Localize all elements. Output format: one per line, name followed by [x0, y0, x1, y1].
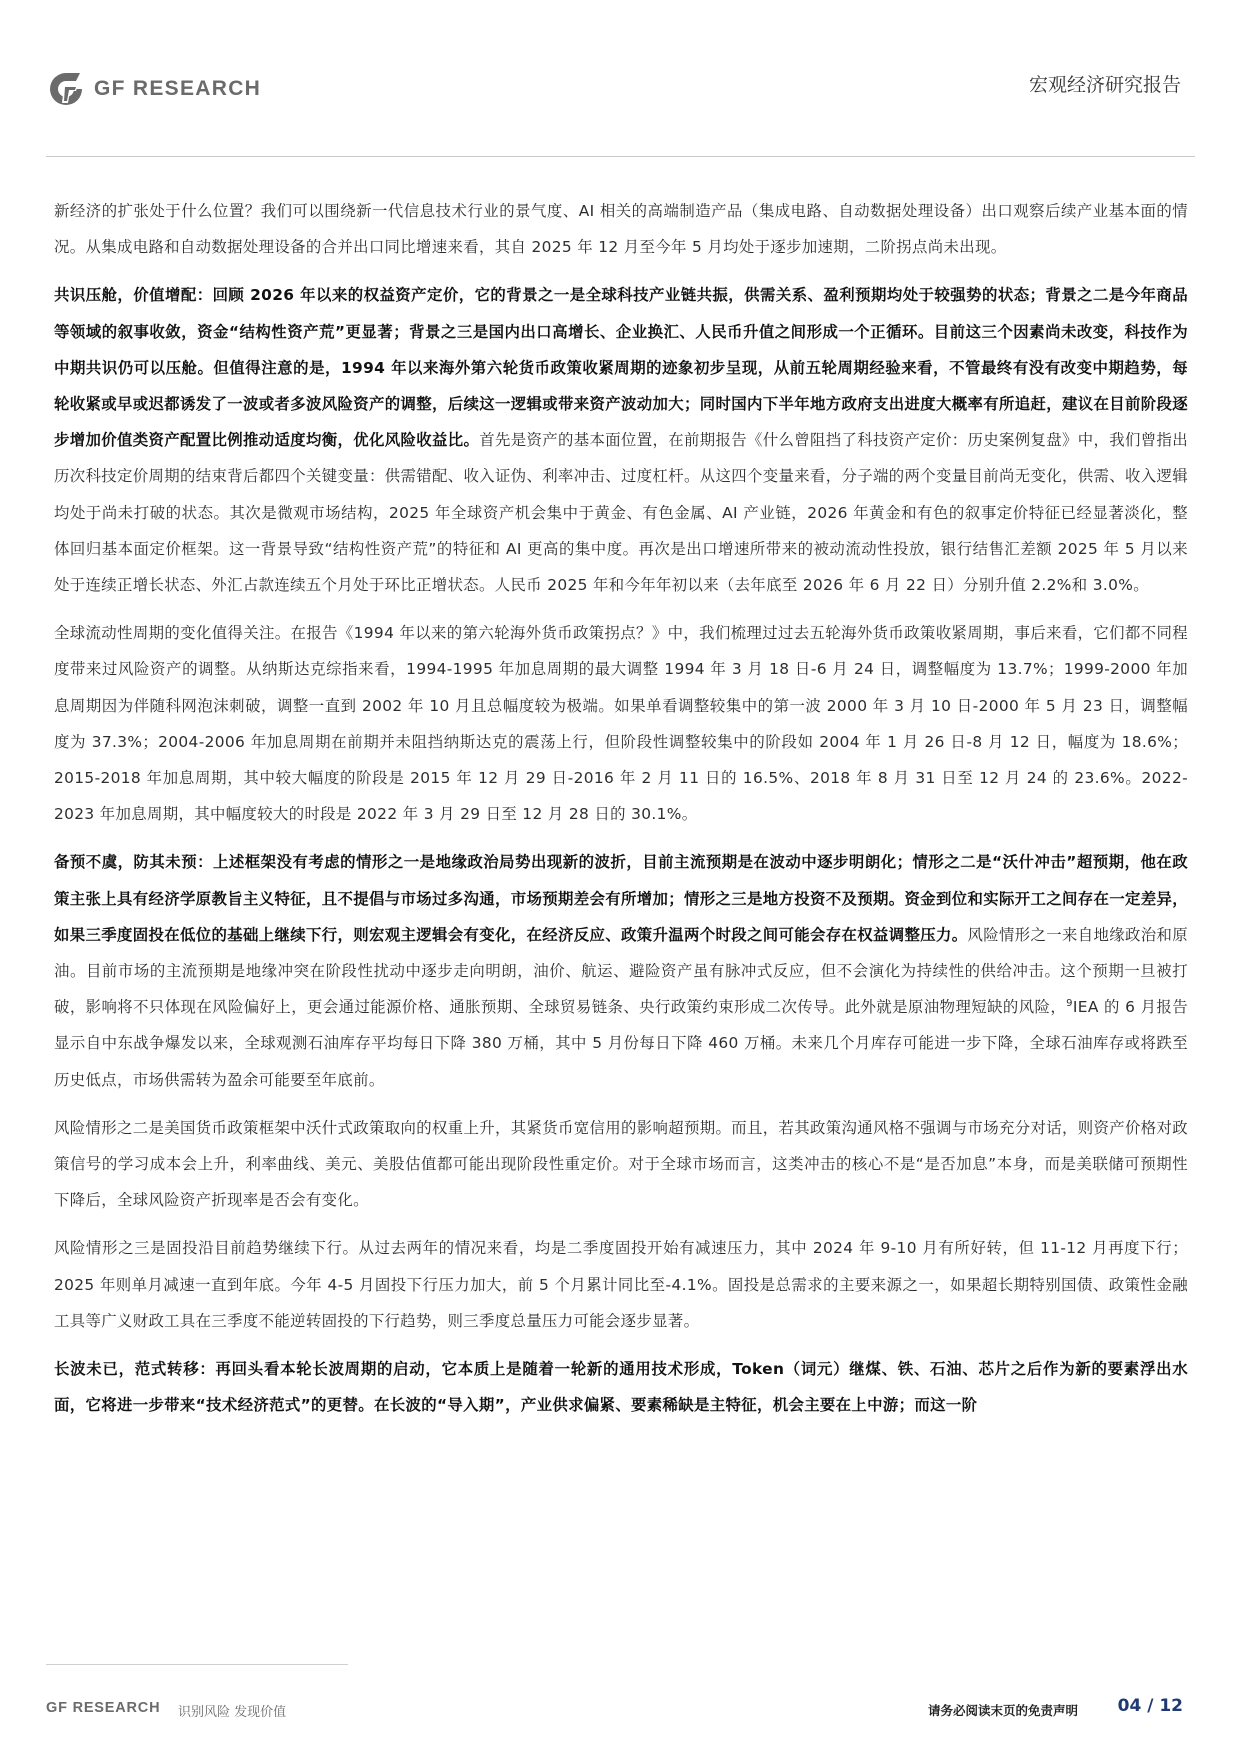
footnote-divider [46, 1664, 348, 1665]
paragraph-text: 风险情形之三是固投沿目前趋势继续下行。从过去两年的情况来看，均是二季度固投开始有减速压力，其中 2024 年 9-10 月有所好转，但 11-12 月再度下行；2025 年则单月减速一直到年底。今年 4-5 月固投下行压力加大，前 5 个月累计同比至-4.1%。固投是总需求的主要来源之一，如果超长期特别国债、政策性金融工具等广义财政工具在三季度不能逆转固投的下行趋势，则三季度总量压力可能会逐步显著。 [54, 1239, 1188, 1330]
paragraph [54, 615, 1188, 832]
footnote-marker[interactable]: 9 [1066, 998, 1073, 1010]
paragraph-lead: 长波未已，范式转移：再回头看本轮长波周期的启动，它本质上是随着一轮新的通用技术形成，Token（词元）继煤、铁、石油、芯片之后作为新的要素浮出水面，它将进一步带来“技术经济范式”的更替。在长波的“导入期”，产业供求偏紧、要素稀缺是主特征，机会主要在上中游；而这一阶 [54, 1360, 1188, 1415]
paragraph-text-continued: IEA 的 6 月报告显示自中东战争爆发以来，全球观测石油库存平均每日下降 380 万桶，其中 5 月份每日下降 460 万桶。未来几个月库存可能进一步下降，全球石油库存或将跌至历史低点，市场供需转为盈余可能要至年底前。 [54, 998, 1188, 1089]
brand-logo [46, 66, 276, 112]
gf-logo-icon [46, 69, 86, 109]
paragraph-text: 风险情形之一来自地缘政治和原油。目前市场的主流预期是地缘冲突在阶段性扰动中逐步走向明朗，油价、航运、避险资产虽有脉冲式反应，但不会演化为持续性的供给冲击。这个预期一旦被打破，影响将不只体现在风险偏好上，更会通过能源价格、通胀预期、全球贸易链条、央行政策约束形成二次传导。此外就是原油物理短缺的风险， [54, 925, 1188, 1017]
paragraph-lead: 共识压舱，价值增配：回顾 2026 年以来的权益资产定价，它的背景之一是全球科技产业链共振，供需关系、盈利预期均处于较强势的状态；背景之二是今年商品等领域的叙事收敛，资金“结构性资产荒”更显著；背景之三是国内出口高增长、企业换汇、人民币升值之间形成一个正循环。目前这三个因素尚未改变，科技作为中期共识仍可以压舱。但值得注意的是，1994 年以来海外第六轮货币政策收紧周期的迹象初步呈现，从前五轮周期经验来看，不管最终有没有改变中期趋势，每轮收紧或早或迟都诱发了一波或者多波风险资产的调整，后续这一逻辑或带来资产波动加大；同时国内下半年地方政府支出进度大概率有所追赶，建议在目前阶段逐步增加价值类资产配置比例推动适度均衡，优化风险收益比。 [54, 286, 1188, 450]
page-number: 04 / 12 [1117, 1696, 1183, 1716]
paragraph [54, 844, 1188, 1097]
paragraph-lead: 备预不虞，防其未预：上述框架没有考虑的情形之一是地缘政治局势出现新的波折，目前主流预期是在波动中逐步明朗化；情形之二是“沃什冲击”超预期，他在政策主张上具有经济学原教旨主义特征，且不提倡与市场过多沟通，市场预期差会有所增加；情形之三是地方投资不及预期。资金到位和实际开工之间存在一定差异，如果三季度固投在低位的基础上继续下行，则宏观主逻辑会有变化，在经济反应、政策升温两个时段之间可能会存在权益调整压力。 [54, 853, 1188, 944]
page-footer [0, 1690, 1241, 1730]
report-body [54, 193, 1188, 1436]
disclaimer-note: 请务必阅读末页的免责声明 [928, 1703, 1079, 1718]
page-header [0, 0, 1241, 158]
paragraph-text: 首先是资产的基本面位置，在前期报告《什么曾阻挡了科技资产定价：历史案例复盘》中，我们曾指出历次科技定价周期的结束背后都四个关键变量：供需错配、收入证伪、利率冲击、过度杠杆。从这四个变量来看，分子端的两个变量目前尚无变化，供需、收入逻辑均处于尚未打破的状态。其次是微观市场结构，2025 年全球资产机会集中于黄金、有色金属、AI 产业链，2026 年黄金和有色的叙事定价特征已经显著淡化，整体回归基本面定价框架。这一背景导致“结构性资产荒”的特征和 AI 更高的集中度。再次是出口增速所带来的被动流动性投放，银行结售汇差额 2025 年 5 月以来处于连续正增长状态、外汇占款连续五个月处于环比正增状态。人民币 2025 年和今年年初以来（去年底至 2026 年 6 月 22 日）分别升值 2.2%和 3.0%。 [54, 431, 1188, 595]
paragraph [54, 1230, 1188, 1339]
paragraph [54, 1351, 1188, 1423]
paragraph-text: 风险情形之二是美国货币政策框架中沃什式政策取向的权重上升，其紧货币宽信用的影响超预期。而且，若其政策沟通风格不强调与市场充分对话，则资产价格对政策信号的学习成本会上升，利率曲线、美元、美股估值都可能出现阶段性重定价。对于全球市场而言，这类冲击的核心不是“是否加息”本身，而是美联储可预期性下降后，全球风险资产折现率是否会有变化。 [54, 1118, 1188, 1210]
paragraph [54, 193, 1188, 265]
paragraph [54, 1110, 1188, 1219]
paragraph [54, 277, 1188, 603]
footer-brand: GF RESEARCH [46, 1700, 161, 1716]
header-divider [46, 156, 1195, 157]
paragraph-text: 新经济的扩张处于什么位置？我们可以围绕新一代信息技术行业的景气度、AI 相关的高端制造产品（集成电路、自动数据处理设备）出口观察后续产业基本面的情况。从集成电路和自动数据处理设备的合并出口同比增速来看，其自 2025 年 12 月至今年 5 月均处于逐步加速期，二阶拐点尚未出现。 [54, 202, 1188, 257]
paragraph-text: 全球流动性周期的变化值得关注。在报告《1994 年以来的第六轮海外货币政策拐点？》中，我们梳理过过去五轮海外货币政策收紧周期，事后来看，它们都不同程度带来过风险资产的调整。从纳斯达克综指来看，1994-1995 年加息周期的最大调整 1994 年 3 月 18 日-6 月 24 日，调整幅度为 13.7%；1999-2000 年加息周期因为伴随科网泡沫刺破，调整一直到 2002 年 10 月且总幅度较为极端。如果单看调整较集中的第一波 2000 年 3 月 10 日-2000 年 5 月 23 日，调整幅度为 37.3%；2004-2006 年加息周期在前期并未阻挡纳斯达克的震荡上行，但阶段性调整较集中的阶段如 2004 年 1 月 26 日-8 月 12 日，幅度为 18.6%；2015-2018 年加息周期，其中较大幅度的阶段是 2015 年 12 月 29 日-2016 年 2 月 11 日的 16.5%、2018 年 8 月 31 日至 12 月 24 的 23.6%。2022-2023 年加息周期，其中幅度较大的时段是 2022 年 3 月 29 日至 12 月 28 日的 30.1%。 [54, 624, 1188, 824]
brand-name: GF RESEARCH [94, 77, 262, 100]
footer-slogan: 识别风险 发现价值 [178, 1705, 287, 1720]
report-type-title: 宏观经济研究报告 [1028, 74, 1181, 96]
